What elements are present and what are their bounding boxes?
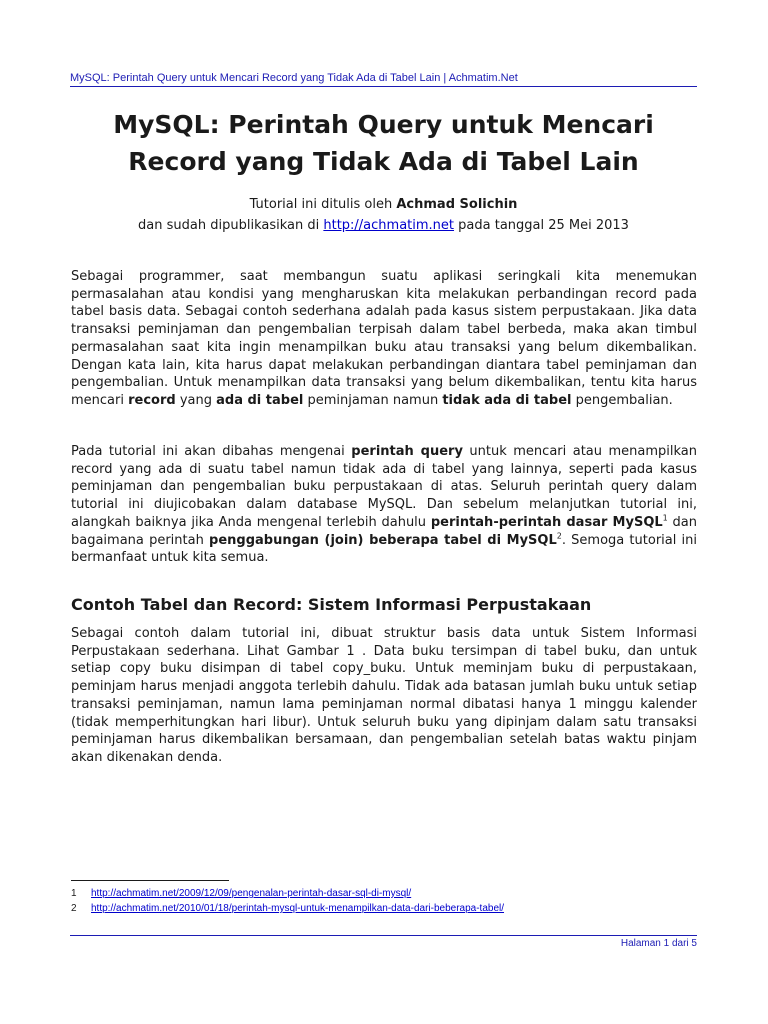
section-heading: Contoh Tabel dan Record: Sistem Informasi Perpustakaan xyxy=(71,595,592,614)
intro-bold-3: tidak ada di tabel xyxy=(442,392,572,408)
footnote-link[interactable]: http://achmatim.net/2010/01/18/perintah-mysql-untuk-menampilkan-data-dari-beberapa-tabel/ xyxy=(91,903,505,914)
tutorial-bold-2: perintah-perintah dasar MySQL xyxy=(430,514,663,530)
intro-bold-1: record xyxy=(128,392,176,408)
footnote-ref-2[interactable]: 2 xyxy=(556,531,562,541)
tutorial-bold-3: penggabungan (join) beberapa tabel di MySQL xyxy=(209,532,557,548)
page-number: Halaman 1 dari 5 xyxy=(620,938,697,949)
footnote-item xyxy=(71,901,697,916)
intro-text-4: pengembalian. xyxy=(571,392,673,408)
title-line-1: MySQL: Perintah Query untuk Mencari xyxy=(113,110,654,139)
site-link[interactable]: http://achmatim.net xyxy=(323,218,455,233)
footnote-item xyxy=(71,886,697,901)
tutorial-text-1: Pada tutorial ini akan dibahas mengenai xyxy=(71,444,352,459)
footnote-number: 1 xyxy=(71,888,77,899)
footnote-number: 2 xyxy=(71,903,77,914)
tutorial-paragraph xyxy=(71,443,697,567)
section-paragraph: Sebagai contoh dalam tutorial ini, dibuat struktur basis data untuk Sistem Informasi Perpustakaan sederhana. Lihat Gambar 1 . Data buku tersimpan di tabel buku, dan untuk setiap copy buku disimpan di tabel copy_buku. Untuk meminjam buku di perpustakaan, peminjam harus menjadi anggota terlebih dahulu. Tidak ada batasan jumlah buku untuk setiap transaksi peminjaman, namun lama peminjaman normal dibatasi hanya 1 minggu kalender (tidak memperhitungkan hari libur). Untuk seluruh buku yang dipinjam dalam satu transaksi peminjaman harus dikembalikan bersamaan, dan pengembalian setelah batas waktu pinjam akan dikenakan denda. xyxy=(71,626,697,765)
tutorial-text-3: dan bagaimana perintah xyxy=(71,514,698,548)
intro-text-1: Sebagai programmer, saat membangun suatu aplikasi seringkali kita menemukan permasalahan atau kondisi yang mengharuskan kita melakukan perbandingan record pada tabel basis data. Sebagai contoh sederhana adalah pada kasus sistem perpustakaan. Jika data transaksi peminjaman dan pengembalian terpisah dalam tabel berbeda, maka akan timbul permasalahan saat kita ingin menampilkan buku atau transaksi yang belum dikembalikan. Dengan kata lain, kita harus dapat melakukan perbandingan diantara tabel peminjaman dan pengembalian. Untuk menampilkan data transaksi yang belum dikembalikan, tentu kita harus mencari xyxy=(71,269,697,408)
document-title xyxy=(60,106,707,180)
byline-prefix: Tutorial ini ditulis oleh xyxy=(249,197,397,212)
publish-date: pada tanggal 25 Mei 2013 xyxy=(454,218,629,233)
byline xyxy=(60,194,707,236)
footnote-ref-1[interactable]: 1 xyxy=(662,513,668,523)
tutorial-bold-1: perintah query xyxy=(351,444,463,459)
footnote-link[interactable]: http://achmatim.net/2009/12/09/pengenalan-perintah-dasar-sql-di-mysql/ xyxy=(91,888,412,899)
tutorial-text-2: untuk mencari atau menampilkan record yang ada di suatu tabel namun tidak ada di tabel yang lainnya, seperti pada kasus peminjaman dan pengembalian buku perpustakaan di atas. Seluruh perintah query dalam tutorial ini diujicobakan dalam database MySQL. Dan sebelum melanjutkan tutorial ini, alangkah baiknya jika Anda mengenal terlebih dahulu xyxy=(71,444,698,530)
publish-prefix: dan sudah dipublikasikan di xyxy=(138,218,324,233)
footnotes xyxy=(71,886,697,916)
author-name: Achmad Solichin xyxy=(396,197,518,212)
intro-text-2: yang xyxy=(175,392,217,408)
intro-text-3: peminjaman namun xyxy=(303,392,443,408)
tutorial-text-4: . Semoga tutorial ini bermanfaat untuk kita semua. xyxy=(71,532,698,566)
running-header: MySQL: Perintah Query untuk Mencari Record yang Tidak Ada di Tabel Lain | Achmatim.Net xyxy=(70,72,697,87)
byline-publish-line xyxy=(60,215,707,236)
footer-separator xyxy=(70,935,697,936)
footnote-separator xyxy=(71,880,229,881)
title-line-2: Record yang Tidak Ada di Tabel Lain xyxy=(128,147,639,176)
intro-paragraph xyxy=(71,268,697,410)
byline-author-line xyxy=(60,194,707,215)
intro-bold-2: ada di tabel xyxy=(216,392,304,408)
